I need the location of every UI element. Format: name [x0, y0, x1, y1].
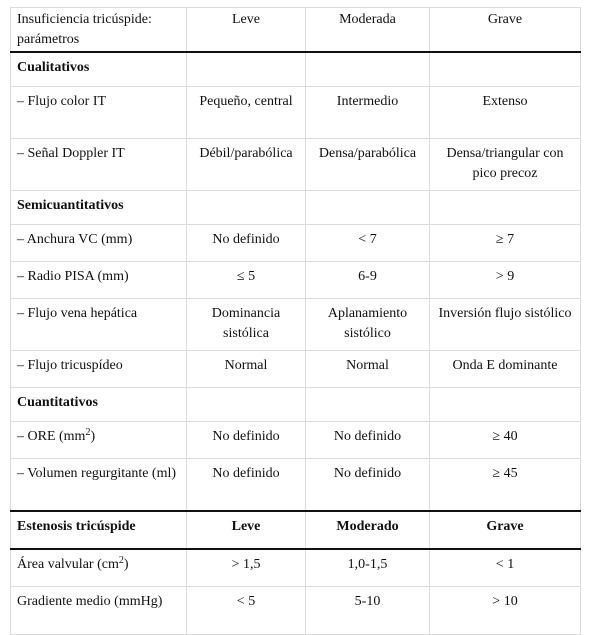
cell-moderate: 1,0-1,5: [306, 549, 430, 587]
cell-severe: < 1: [430, 549, 581, 587]
empty-cell: [430, 191, 581, 225]
row-label: [11, 549, 187, 587]
cell-moderate: 5-10: [306, 587, 430, 635]
cell-severe: > 10: [430, 587, 581, 635]
row-label: – Flujo vena hepática: [11, 299, 187, 351]
row-label: – Volumen regurgitante (ml): [11, 459, 187, 512]
empty-cell: [306, 191, 430, 225]
table-row: [11, 225, 581, 262]
table-container: [10, 7, 580, 635]
cell-moderate: 6-9: [306, 262, 430, 299]
cell-mild: Débil/parabólica: [187, 139, 306, 191]
section-row: [11, 388, 581, 422]
label-text: ): [90, 429, 96, 444]
empty-cell: [306, 52, 430, 87]
section-quantitative: Cuantitativos: [11, 388, 187, 422]
empty-cell: [187, 52, 306, 87]
cell-severe: Onda E dominante: [430, 351, 581, 388]
section-row: [11, 191, 581, 225]
row-label: – Anchura VC (mm): [11, 225, 187, 262]
cell-mild: Dominancia sistólica: [187, 299, 306, 351]
cell-moderate: Intermedio: [306, 87, 430, 139]
cell-mild: > 1,5: [187, 549, 306, 587]
cell-moderate: Normal: [306, 351, 430, 388]
cell-moderate: No definido: [306, 422, 430, 459]
empty-cell: [306, 388, 430, 422]
table-row: [11, 299, 581, 351]
table-row: [11, 351, 581, 388]
table-row: [11, 549, 581, 587]
row-label: – Señal Doppler IT: [11, 139, 187, 191]
cell-severe: Inversión flujo sistólico: [430, 299, 581, 351]
empty-cell: [187, 388, 306, 422]
cell-mild: No definido: [187, 422, 306, 459]
cell-moderate: Densa/parabólica: [306, 139, 430, 191]
superscript: 2: [85, 427, 91, 438]
label-text: ): [123, 557, 129, 572]
cell-mild: Normal: [187, 351, 306, 388]
section-row: [11, 52, 581, 87]
table-row: [11, 87, 581, 139]
table-row: [11, 422, 581, 459]
row-label: – Radio PISA (mm): [11, 262, 187, 299]
label-text: – ORE (mm: [17, 429, 86, 444]
empty-cell: [187, 191, 306, 225]
label-text: Área valvular (cm: [17, 557, 119, 572]
cell-mild: ≤ 5: [187, 262, 306, 299]
stenosis-header-moderate: Moderado: [306, 511, 430, 549]
row-label: [11, 422, 187, 459]
section-semiquantitative: Semicuantitativos: [11, 191, 187, 225]
cell-mild: Pequeño, central: [187, 87, 306, 139]
cell-severe: Extenso: [430, 87, 581, 139]
stenosis-header-row: [11, 511, 581, 549]
cell-severe: ≥ 7: [430, 225, 581, 262]
header-row: [11, 8, 581, 53]
row-label: Gradiente medio (mmHg): [11, 587, 187, 635]
row-label: – Flujo tricuspídeo: [11, 351, 187, 388]
section-qualitative: Cualitativos: [11, 52, 187, 87]
stenosis-header-mild: Leve: [187, 511, 306, 549]
cell-severe: Densa/triangular con pico precoz: [430, 139, 581, 191]
cell-moderate: Aplanamiento sistólico: [306, 299, 430, 351]
stenosis-header-severe: Grave: [430, 511, 581, 549]
row-label: – Flujo color IT: [11, 87, 187, 139]
tricuspid-valve-table: [10, 7, 581, 635]
cell-mild: No definido: [187, 459, 306, 512]
cell-severe: ≥ 45: [430, 459, 581, 512]
cell-mild: No definido: [187, 225, 306, 262]
table-row: [11, 262, 581, 299]
cell-moderate: < 7: [306, 225, 430, 262]
header-severe: Grave: [430, 8, 581, 53]
table-row: [11, 459, 581, 512]
header-parameter: Insuficiencia tricúspide: parámetros: [11, 8, 187, 53]
header-mild: Leve: [187, 8, 306, 53]
header-moderate: Moderada: [306, 8, 430, 53]
cell-moderate: No definido: [306, 459, 430, 512]
table-row: [11, 587, 581, 635]
empty-cell: [430, 52, 581, 87]
stenosis-header-label: Estenosis tricúspide: [11, 511, 187, 549]
cell-severe: > 9: [430, 262, 581, 299]
cell-mild: < 5: [187, 587, 306, 635]
cell-severe: ≥ 40: [430, 422, 581, 459]
table-row: [11, 139, 581, 191]
empty-cell: [430, 388, 581, 422]
superscript: 2: [118, 555, 124, 566]
